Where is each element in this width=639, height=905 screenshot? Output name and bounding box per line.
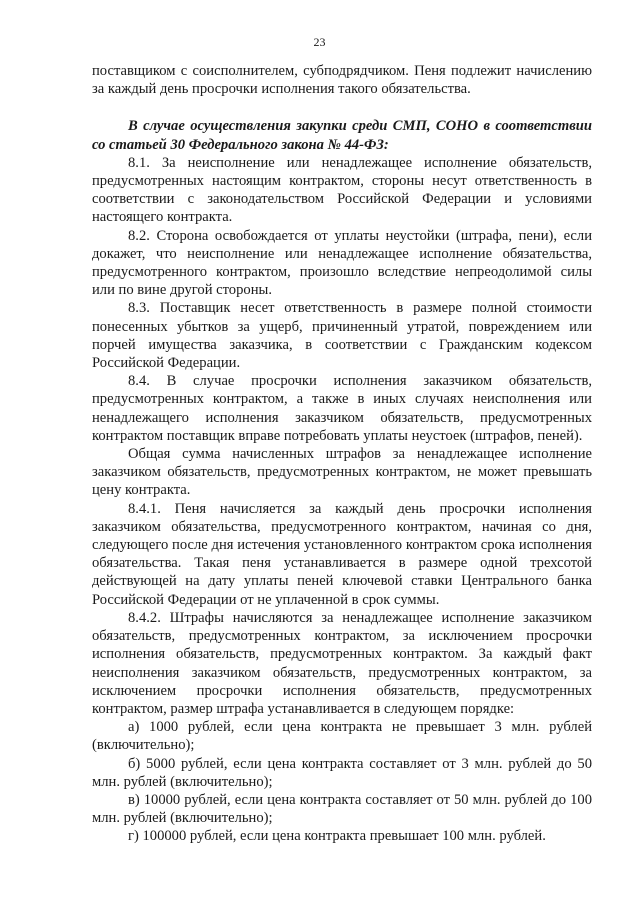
- clause-8-1: 8.1. За неисполнение или ненадлежащее исполнение обязательств, предусмотренных настоящим контрактом, стороны несут ответственность в соответствии с законодательством Российской Федерации и условиями настоящего контракта.: [92, 154, 592, 226]
- section-heading: В случае осуществления закупки среди СМП, СОНО в соответствии со статьей 30 Федерального закона № 44-ФЗ:: [92, 118, 592, 153]
- document-body: [92, 62, 592, 846]
- penalty-item-v: в) 10000 рублей, если цена контракта составляет от 50 млн. рублей до 100 млн. рублей (включительно);: [92, 791, 592, 827]
- penalty-item-b: б) 5000 рублей, если цена контракта составляет от 3 млн. рублей до 50 млн. рублей (включительно);: [92, 755, 592, 790]
- clause-8-4-2: 8.4.2. Штрафы начисляются за ненадлежащее исполнение заказчиком обязательств, предусмотренных контрактом, за исключением просрочки исполнения обязательств, предусмотренных контрактом. За каждый факт неисполнения заказчиком обязательств, предусмотренных контрактом, за исключением просрочки исполнения обязательств, предусмотренных контрактом, размер штрафа устанавливается в следующем порядке:: [92, 609, 592, 717]
- penalty-item-a: а) 1000 рублей, если цена контракта не превышает 3 млн. рублей (включительно);: [92, 719, 592, 754]
- clause-8-2: 8.2. Сторона освобождается от уплаты неустойки (штрафа, пени), если докажет, что неисполнение или ненадлежащее исполнение обязательства, предусмотренного контрактом, произошло вследствие непреодолимой силы или по вине другой стороны.: [92, 227, 592, 299]
- clause-8-4-1: 8.4.1. Пеня начисляется за каждый день просрочки исполнения заказчиком обязательства, предусмотренного контрактом, начиная со дня, следующего после дня истечения установленного контрактом срока исполнения обязательства. Такая пеня устанавливается в размере одной трехсотой действующей на дату уплаты пеней ключевой ставки Центрального банка Российской Федерации от не уплаченной в срок суммы.: [92, 500, 592, 608]
- clause-8-4: 8.4. В случае просрочки исполнения заказчиком обязательств, предусмотренных контрактом, а также в иных случаях неисполнения или ненадлежащего исполнения заказчиком обязательств, предусмотренных контрактом поставщик вправе потребовать уплаты неустоек (штрафов, пеней).: [92, 373, 592, 444]
- penalty-item-g: г) 100000 рублей, если цена контракта превышает 100 млн. рублей.: [128, 828, 546, 845]
- paragraph-continuation: поставщиком с соисполнителем, субподрядчиком. Пеня подлежит начислению за каждый день просрочки исполнения такого обязательства.: [92, 63, 592, 98]
- clause-8-3: 8.3. Поставщик несет ответственность в размере полной стоимости понесенных убытков за ущерб, причиненный утратой, повреждением или порчей имущества заказчика, в соответствии с Гражданским кодексом Российской Федерации.: [92, 300, 592, 372]
- clause-8-4-total: Общая сумма начисленных штрафов за ненадлежащее исполнение заказчиком обязательств, предусмотренных контрактом, не может превышать цену контракта.: [92, 446, 592, 499]
- page-number: 23: [313, 35, 326, 49]
